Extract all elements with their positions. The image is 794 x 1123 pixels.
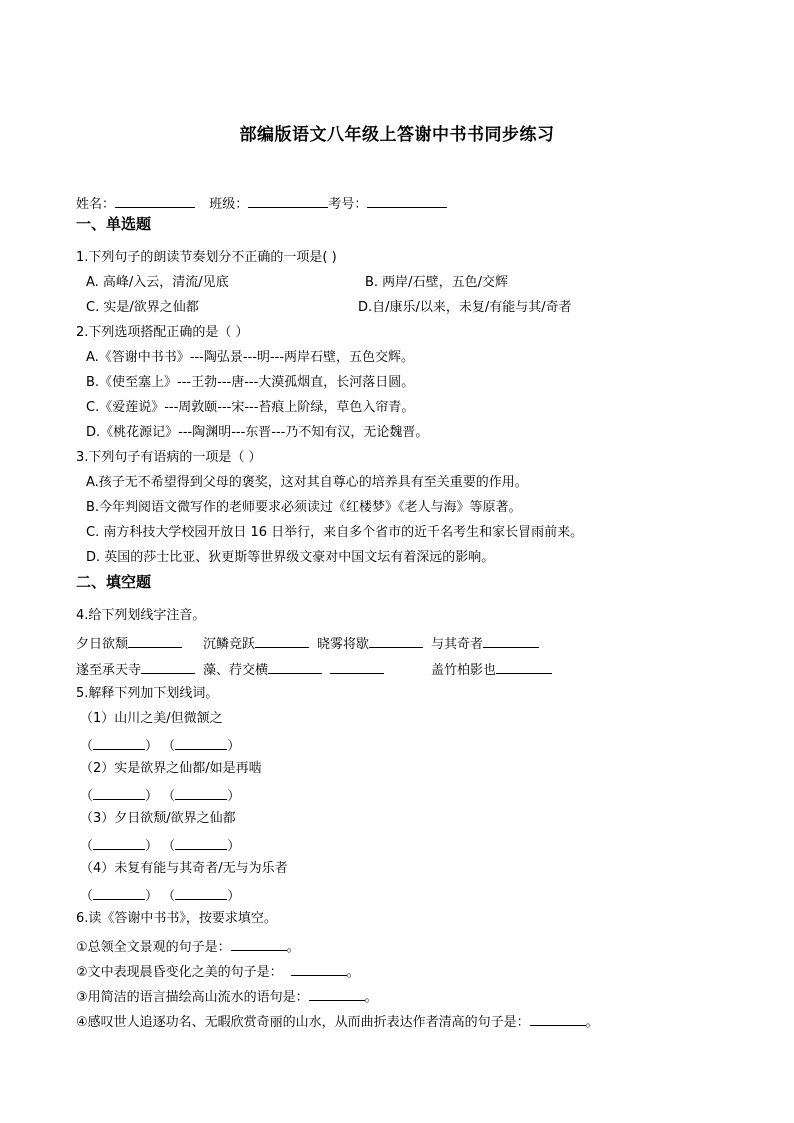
q5-item-2-answers: （ ） （ ） [80, 786, 240, 805]
answer-blank[interactable] [175, 836, 227, 850]
q5-item-4-answers: （ ） （ ） [80, 886, 240, 905]
q4-row1-item-2: 沉鳞竞跃 [203, 634, 309, 653]
answer-blank[interactable] [93, 886, 145, 900]
class-label: 班级： [209, 197, 249, 212]
q1-option-b[interactable]: B. 两岸/石壁，五色/交辉 [365, 275, 508, 290]
exam-no-label: 考号： [328, 197, 368, 212]
name-blank[interactable] [115, 194, 195, 208]
class-blank[interactable] [248, 194, 328, 208]
q5-item-3-answers: （ ） （ ） [80, 836, 240, 855]
q5-stem: 5.解释下列加下划线词。 [76, 686, 219, 701]
q5-item-4: （4）未复有能与其奇者/无与为乐者 [80, 861, 288, 876]
answer-blank[interactable] [93, 786, 145, 800]
q4-row1-item-4: 与其奇者 [431, 634, 539, 653]
pinyin-blank[interactable] [141, 660, 195, 674]
answer-blank[interactable] [309, 987, 365, 1001]
answer-blank[interactable] [530, 1012, 586, 1026]
answer-blank[interactable] [175, 886, 227, 900]
q4-row2-item-2: 藻、荇交横 [203, 660, 384, 679]
pinyin-blank[interactable] [268, 660, 322, 674]
answer-blank[interactable] [175, 786, 227, 800]
q2-option-a[interactable]: A.《答谢中书书》---陶弘景---明---两岸石壁，五色交辉。 [86, 350, 415, 365]
answer-blank[interactable] [291, 962, 347, 976]
q1-option-c[interactable]: C. 实是/欲界之仙都 [86, 300, 199, 315]
q3-option-b[interactable]: B.今年判阅语文微写作的老师要求必须读过《红楼梦》《老人与海》等原著。 [86, 500, 522, 515]
q4-row1-item-3: 晓雾将歇 [317, 634, 423, 653]
answer-blank[interactable] [93, 736, 145, 750]
q6-item-1: ①总领全文景观的句子是： 。 [76, 937, 300, 956]
answer-blank[interactable] [93, 836, 145, 850]
q3-stem: 3.下列句子有语病的一项是（ ） [76, 450, 262, 465]
q5-item-3: （3）夕日欲颓/欲界之仙都 [80, 811, 236, 826]
section-fill-blank: 二、填空题 [76, 573, 152, 591]
q4-row1-item-1: 夕日欲颓 [76, 634, 182, 653]
q3-option-d[interactable]: D. 英国的莎士比亚、狄更斯等世界级文豪对中国文坛有着深远的影响。 [86, 550, 495, 565]
q6-stem: 6.读《答谢中书书》，按要求填空。 [76, 911, 277, 926]
q5-item-2: （2）实是欲界之仙都/如是再啮 [80, 761, 262, 776]
q4-row2-item-3: 盖竹柏影也 [431, 660, 552, 679]
q6-item-2: ②文中表现晨昏变化之美的句子是： 。 [76, 962, 360, 981]
q2-option-d[interactable]: D.《桃花源记》---陶渊明---东晋---乃不知有汉，无论魏晋。 [86, 425, 429, 440]
q2-stem: 2.下列选项搭配正确的是（ ） [76, 325, 249, 340]
q3-option-c[interactable]: C. 南方科技大学校园开放日 16 日举行，来自多个省市的近千名考生和家长冒雨前来。 [86, 525, 584, 540]
page-title: 部编版语文八年级上答谢中书书同步练习 [239, 125, 555, 145]
student-info-row [76, 194, 447, 213]
pinyin-blank[interactable] [255, 634, 309, 648]
q1-stem: 1.下列句子的朗读节奏划分不正确的一项是( ) [76, 250, 337, 265]
pinyin-blank[interactable] [483, 634, 539, 648]
pinyin-blank[interactable] [128, 634, 182, 648]
section-single-choice: 一、单选题 [76, 215, 152, 233]
answer-blank[interactable] [231, 937, 287, 951]
q2-option-c[interactable]: C.《爱莲说》---周敦颐---宋---苔痕上阶绿，草色入帘青。 [86, 400, 415, 415]
q2-option-b[interactable]: B.《使至塞上》---王勃---唐---大漠孤烟直，长河落日圆。 [86, 375, 415, 390]
q5-item-1: （1）山川之美/但微颔之 [80, 711, 223, 726]
q4-row2-item-1: 遂至承天寺 [76, 660, 195, 679]
pinyin-blank[interactable] [369, 634, 423, 648]
exam-no-blank[interactable] [367, 194, 447, 208]
q5-item-1-answers: （ ） （ ） [80, 736, 240, 755]
pinyin-blank[interactable] [496, 660, 552, 674]
q1-option-d[interactable]: D.自/康乐/以来，未复/有能与其/奇者 [358, 300, 572, 315]
name-label: 姓名： [76, 197, 116, 212]
answer-blank[interactable] [175, 736, 227, 750]
q6-item-4: ④感叹世人追逐功名、无暇欣赏奇丽的山水，从而曲折表达作者清高的句子是： 。 [76, 1012, 599, 1031]
q1-option-a[interactable]: A. 高峰/入云，清流/见底 [86, 275, 229, 290]
q6-item-3: ③用简洁的语言描绘高山流水的语句是： 。 [76, 987, 378, 1006]
q3-option-a[interactable]: A.孩子无不希望得到父母的褒奖，这对其自尊心的培养具有至关重要的作用。 [86, 475, 528, 490]
pinyin-blank[interactable] [330, 660, 384, 674]
q4-stem: 4.给下列划线字注音。 [76, 608, 206, 623]
